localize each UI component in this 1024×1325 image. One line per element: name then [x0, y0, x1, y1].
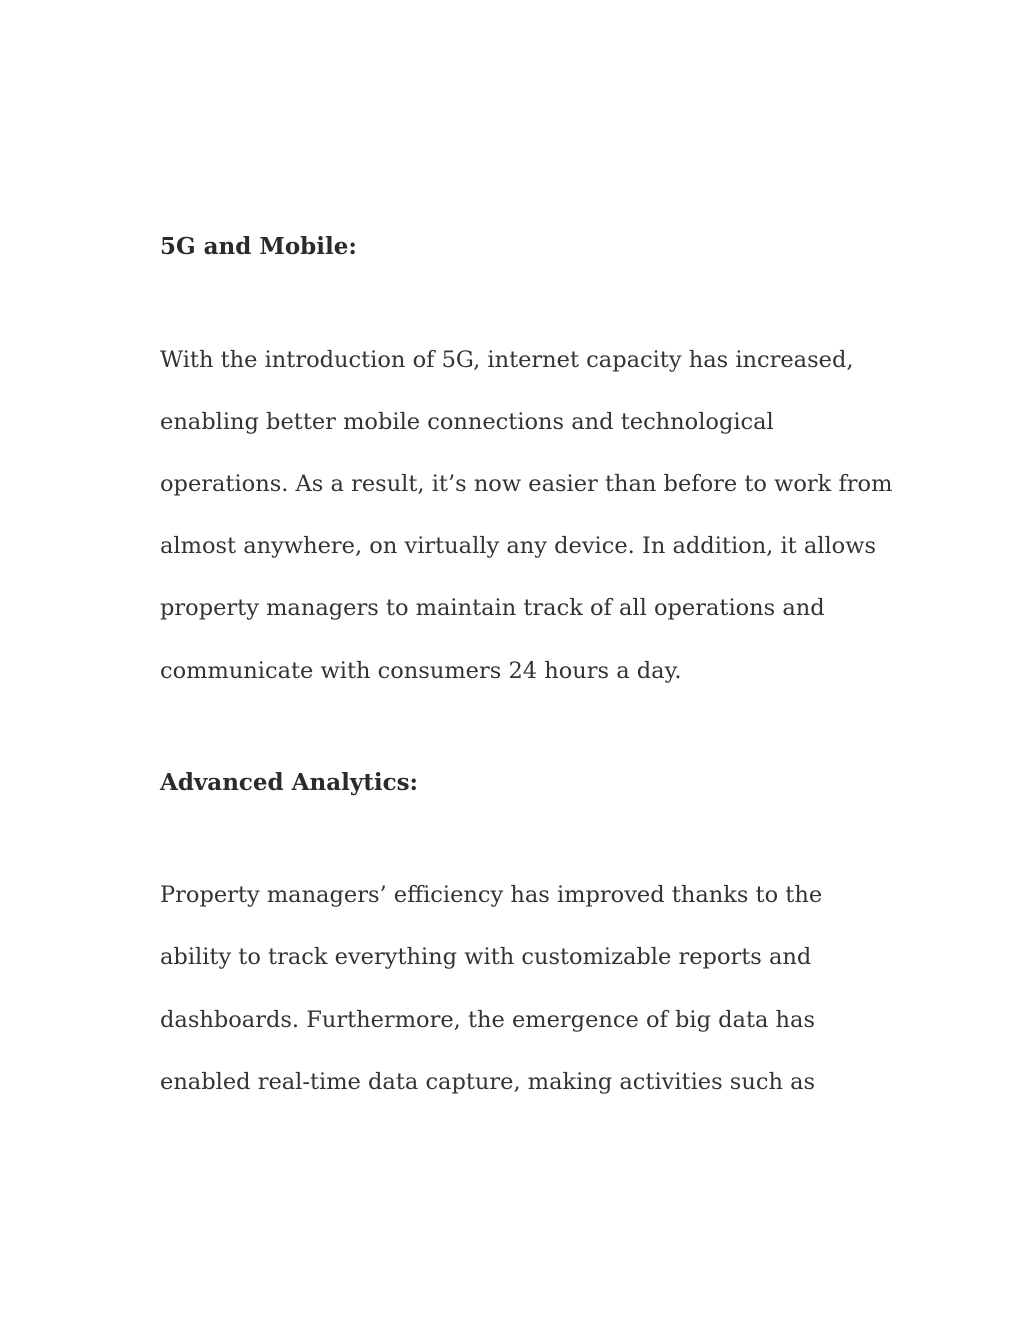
- section-heading: 5G and Mobile:: [160, 233, 357, 260]
- paragraph-line: property managers to maintain track of all operations and: [160, 595, 825, 621]
- paragraph-line: Property managers’ efficiency has improved thanks to the: [160, 882, 823, 908]
- paragraph-line: enabled real-time data capture, making activities such as: [160, 1069, 816, 1095]
- paragraph-line: operations. As a result, it’s now easier than before to work from: [160, 471, 893, 497]
- paragraph-line: ability to track everything with customizable reports and: [160, 944, 812, 970]
- paragraph-line: With the introduction of 5G, internet capacity has increased,: [160, 347, 854, 373]
- paragraph-line: dashboards. Furthermore, the emergence of big data has: [160, 1007, 816, 1033]
- section-heading: Advanced Analytics:: [160, 769, 419, 796]
- paragraph-line: communicate with consumers 24 hours a day.: [160, 658, 682, 684]
- paragraph-line: enabling better mobile connections and technological: [160, 409, 774, 435]
- paragraph-line: almost anywhere, on virtually any device. In addition, it allows: [160, 533, 877, 559]
